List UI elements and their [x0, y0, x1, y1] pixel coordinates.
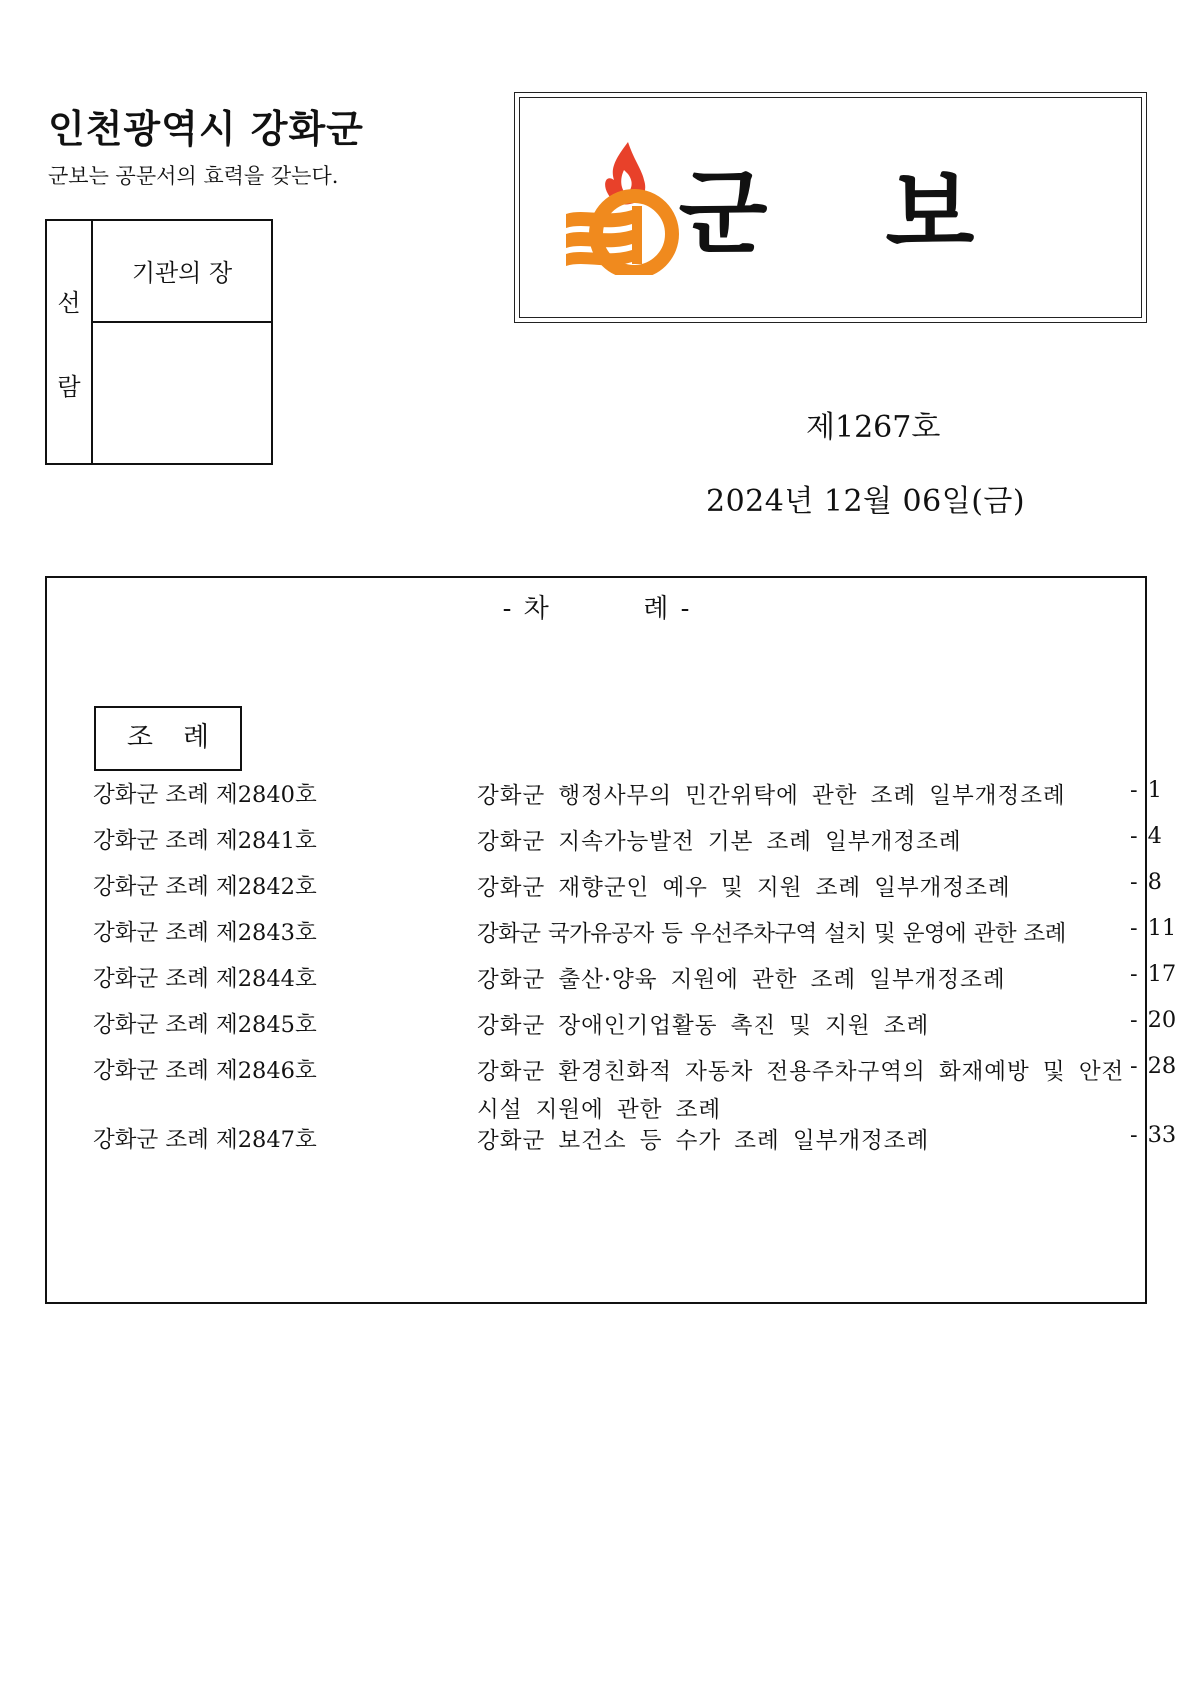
toc-item-number: 강화군 조례 제2845호 [93, 1012, 317, 1038]
toc-item-number: 강화군 조례 제2843호 [93, 920, 317, 946]
toc-title-right: 례 - [643, 594, 690, 624]
toc-title [47, 588, 1145, 625]
toc-item-number: 강화군 조례 제2842호 [93, 874, 317, 900]
issue-number: 제1267호 [806, 410, 941, 445]
toc-item-page: 8 [1147, 869, 1162, 895]
toc-item-page: 4 [1147, 823, 1162, 849]
toc-item-page-group [1130, 915, 1176, 941]
org-subtitle: 군보는 공문서의 효력을 갖는다. [48, 164, 339, 188]
approval-head-label: 기관의 장 [93, 221, 271, 323]
toc-item-number: 강화군 조례 제2841호 [93, 828, 317, 854]
toc-item-title: 강화군 보건소 등 수가 조례 일부개정조례 [477, 1128, 930, 1154]
issue-date: 2024년 12월 06일(금) [706, 484, 1026, 519]
approval-side-char: 람 [57, 373, 81, 401]
toc-item[interactable] [93, 771, 1190, 817]
toc-item[interactable] [93, 1116, 1190, 1162]
approval-side-char: 선 [57, 289, 81, 317]
toc-item-number: 강화군 조례 제2847호 [93, 1127, 317, 1153]
toc-item-page-group [1130, 1122, 1176, 1148]
toc-item-page: 11 [1147, 915, 1177, 941]
toc-item-title: 강화군 장애인기업활동 촉진 및 지원 조례 [477, 1013, 930, 1039]
toc-item-page-group [1130, 1053, 1176, 1079]
toc-item-dash: - [1130, 869, 1138, 895]
toc-item-page: 17 [1147, 961, 1177, 987]
toc-item-dash: - [1130, 1053, 1138, 1079]
toc-item-page: 1 [1147, 777, 1162, 803]
toc-item[interactable] [93, 909, 1190, 955]
toc-item-dash: - [1130, 961, 1138, 987]
toc-item-title: 강화군 재향군인 예우 및 지원 조례 일부개정조례 [477, 875, 1011, 901]
toc-item-page-group [1130, 1007, 1176, 1033]
toc-item[interactable] [93, 955, 1190, 1001]
toc-item-page: 28 [1147, 1053, 1177, 1079]
toc-item-title: 강화군 환경친화적 자동차 전용주차구역의 화재예방 및 안전시설 지원에 관한 조례 [477, 1059, 1125, 1123]
toc-item-page-group [1130, 823, 1162, 849]
toc-item-dash: - [1130, 823, 1138, 849]
approval-sign-area [93, 323, 271, 463]
toc-item-page: 20 [1147, 1007, 1177, 1033]
toc-item-dash: - [1130, 1122, 1138, 1148]
toc-item-dash: - [1130, 1007, 1138, 1033]
gazette-title: 군보 [678, 160, 1093, 267]
toc-item-number: 강화군 조례 제2844호 [93, 966, 317, 992]
table-of-contents [45, 576, 1177, 1304]
toc-item[interactable] [93, 817, 1190, 863]
approval-box [45, 219, 273, 465]
toc-item-page: 33 [1147, 1122, 1177, 1148]
approval-side-column [47, 221, 93, 463]
toc-item-page-group [1130, 961, 1176, 987]
toc-item-number: 강화군 조례 제2840호 [93, 782, 317, 808]
toc-item[interactable] [93, 1001, 1190, 1047]
title-box [514, 92, 1147, 323]
toc-item[interactable] [93, 863, 1190, 909]
toc-item[interactable] [93, 1047, 1190, 1123]
toc-title-left: - 차 [502, 594, 549, 624]
toc-category-label: 조례 [94, 706, 242, 771]
toc-item-dash: - [1130, 777, 1138, 803]
toc-item-title: 강화군 출산·양육 지원에 관한 조례 일부개정조례 [477, 967, 1006, 993]
title-inner-frame [519, 97, 1142, 318]
toc-list [93, 771, 1190, 1162]
toc-item-title: 강화군 지속가능발전 기본 조례 일부개정조례 [477, 829, 962, 855]
toc-item-title: 강화군 행정사무의 민간위탁에 관한 조례 일부개정조례 [477, 783, 1066, 809]
org-name: 인천광역시 강화군 [48, 107, 364, 151]
toc-item-page-group [1130, 777, 1162, 803]
toc-item-page-group [1130, 869, 1162, 895]
toc-item-title: 강화군 국가유공자 등 우선주차구역 설치 및 운영에 관한 조례 [477, 921, 1066, 947]
toc-item-dash: - [1130, 915, 1138, 941]
toc-item-number: 강화군 조례 제2846호 [93, 1058, 317, 1084]
